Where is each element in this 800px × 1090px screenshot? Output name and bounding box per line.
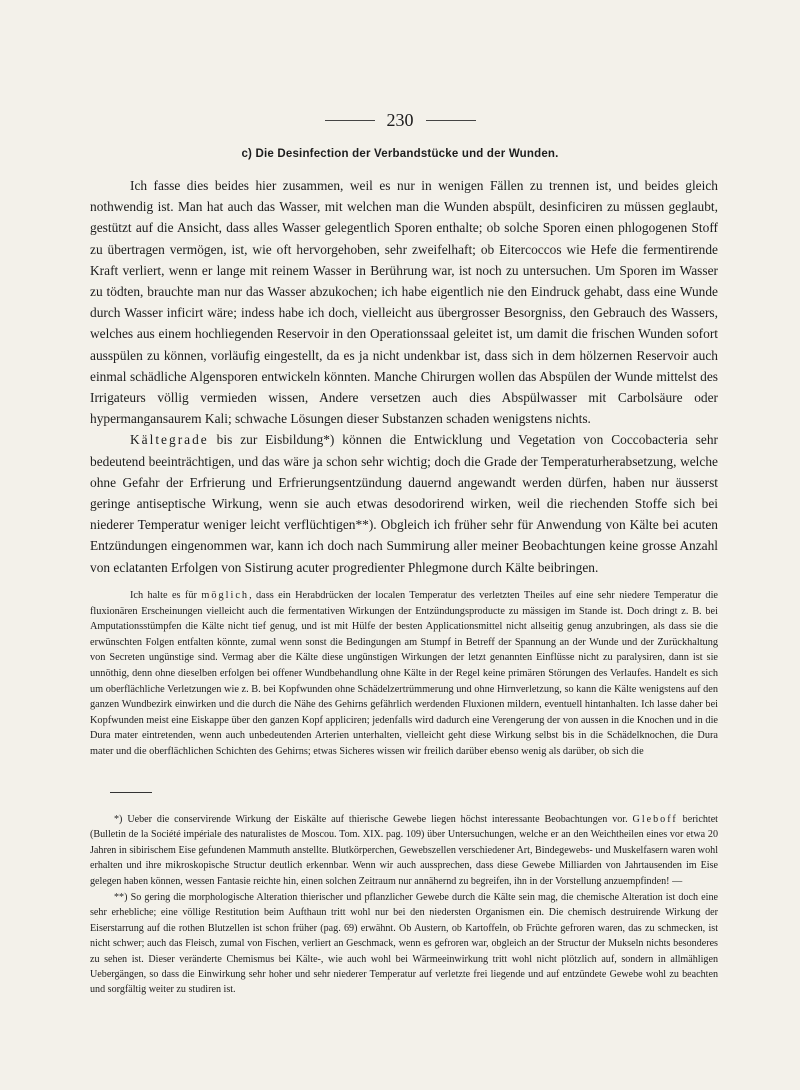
small-paragraph-text: , dass ein Herabdrücken der localen Temperatur des verletzten Theiles auf eine sehr niedere Temperatur die fluxionären Erscheinungen vielleicht auch die fermentativen Wirkungen der Entzündungsproducte zu mässigen im Stande ist. Doch dringt z. B. bei Amputationsstümpfen die Kälte nicht tief genug, und ist mit Hülfe der besten Applicationsmittel nicht allseitig genug anzubringen, als dass sie die erwünschten Folgen entfalten könnte, zumal wenn sonst die Bedingungen am Stumpf in Betreff der Spannung an der Wunde und der Zurückhaltung von Secreten ungünstige sind. Vermag aber die Kälte diese ungünstigen Wirkungen der letzt genannten Einflüsse nicht zu paralysiren, dann ist sie unnöthig, denn ohne dieselben erfolgen bei offener Wundbehandlung ohne Kälte in der Regel keine primären Störungen des Verlaufes. Handelt es sich um oberflächliche Verletzungen wie z. B. bei Kopfwunden ohne Schädelzertrümmerung und ohne Hirnverletzung, so kann die Kälte wenigstens auf den ganzen Wundbezirk einwirken und die durch die Nähe des Gehirns gefährlich werdenden Fluxionen mildern, eventuell hintanhalten. Ich lasse daher bei Kopfwunden meist eine Eiskappe über den ganzen Kopf appliciren; jedenfalls wird dadurch eine Verengerung der von aussen in die Knochen und in die Dura mater eintretenden, wenn auch unbedeutenden Arterien unterhalten, vielleicht geht diese Wirkung selbst bis in die Schädelknochen, die Dura mater und die oberflächlichen Schichten des Gehirns; etwas Sicheres wissen wir freilich darüber ebenso wenig als darüber, ob sich die	[90, 590, 718, 757]
page-number: 230	[386, 110, 414, 130]
paragraph-2-text: bis zur Eisbildung*) können die Entwicklung und Vegetation von Coccobacteria sehr bedeutend beeinträchtigen, und das wäre ja schon sehr wichtig; doch die Grade der Temperaturherabsetzung, welche ohne Gefahr der Erfrierung und Erfrierungsentzündung dauernd angewandt werden dürfen, haben nur äusserst geringe antiseptische Wirkung, wenn sie auch etwas desodorirend wirken, weil die riechenden Stoffe sich bei niederer Temperatur weniger leicht verflüchtigen**). Obgleich ich früher sehr für Anwendung von Kälte bei acuten Entzündungen eingenommen war, kann ich doch nach Summirung aller meiner Beobachtungen keine grosse Anzahl von eclatanten Erfolgen von Sistirung acuter progredienter Phlegmone durch Kälte beibringen.	[90, 432, 718, 575]
footnote-1-author: Gleboff	[632, 814, 678, 825]
page-header	[0, 110, 800, 131]
main-body	[90, 175, 718, 578]
paragraph-1: Ich fasse dies beides hier zusammen, weil es nur in wenigen Fällen zu trennen ist, und beides gleich nothwendig ist. Man hat auch das Wasser, mit welchen man die Wunden abspült, desinficiren zu müssen geglaubt, gestützt auf die Ansicht, dass alles Wasser gelegentlich Sporen enthalte; ob solche Sporen einen phlogogenen Stoff zu übertragen vermögen, ist, wie oft hervorgehoben, sehr zweifelhaft; ob Eitercoccos wie Hefe die fermentirende Kraft verliert, wenn er lange mit reinem Wasser in Berührung war, ist noch zu untersuchen. Um Sporen im Wasser zu tödten, brauchte man nur das Wasser abzukochen; ich habe eigentlich nie den Eindruck gehabt, dass eine Wunde durch Wasser inficirt wäre; indess habe ich doch, vielleicht aus übergrosser Besorgniss, den Gebrauch des Wassers, welches aus einem hochliegenden Reservoir in den Operationssaal geleitet ist, um damit die frischen Wunden sofort ausspülen zu können, vorläufig eingestellt, da es ja nicht undenkbar ist, dass sich in dem hölzernen Reservoir auch einmal schädliche Algensporen entwickeln könnten. Manche Chirurgen wollen das Abspülen der Wunde mittelst des Irrigateurs völlig vermieden wissen, Andere versetzen auch dies Abspülwasser mit Carbolsäure oder hypermangansaurem Kali; schwache Lösungen dieser Substanzen schaden wenigstens nichts.	[90, 178, 718, 427]
footnote-1	[90, 812, 718, 889]
footnote-1-rest: berichtet (Bulletin de la Société impériale des naturalistes de Moscou. Tom. XIX. pag. 109) über Untersuchungen, welche er an den Weichtheilen eines vor etwa 20 Jahren in sibirischem Eise gefundenen Mammuth anstellte. Blutkörperchen, Gewebszellen verschiedener Art, Bindegewebs- und Muskelfasern waren wohl erhalten und ihre mikroskopische Structur deutlich erkennbar. Wenn wir auch aussprechen, dass diese Gewebe Milliarden von Jahrtausenden im Eise gelegen haben können, wessen Fantasie reichte hin, einen solchen Zeitraum nur annähernd zu begreifen, ihn in der Vorstellung anzuempfinden! —	[90, 814, 718, 887]
small-paragraph	[90, 588, 718, 760]
small-paragraph-prefix: Ich halte es für	[130, 590, 202, 601]
small-paragraph-spaced: möglich	[201, 590, 250, 601]
footnote-2: **) So gering die morphologische Alteration thierischer und pflanzlicher Gewebe durch die Kälte sein mag, die chemische Alteration ist doch eine sehr erhebliche; eine völlige Restitution beim Aufthaun tritt wohl nur bei den niedersten Organismen ein. Die chemisch destruirende Wirkung der Eiserstarrung auf die rothen Blutzellen ist schon früher (pag. 69) erwähnt. Ob Austern, ob Kartoffeln, ob Früchte gefroren waren, das zu schmecken, ist nicht schwer; auch das Fleisch, zumal von Fischen, verliert an Geschmack, wenn es gefroren war, obgleich an der Structur der Mukseln nichts besonderes zu sehen ist. Dieser veränderte Chemismus bei Kälte-, wie auch wohl bei Wärmeeinwirkung tritt wohl nicht plötzlich auf, sondern in allmähligen Uebergängen, so dass die Einwirkung sehr hoher und sehr niederer Temperatur auf verletzte frei liegende und auf entzündete Gewebe wohl zu beachten und sorgfältig weiter zu studiren ist.	[90, 892, 718, 996]
small-print-paragraph	[90, 588, 718, 760]
section-title: c) Die Desinfection der Verbandstücke und der Wunden.	[241, 148, 559, 160]
footnote-1-text: *) Ueber die conservirende Wirkung der Eiskälte auf thierische Gewebe liegen höchst interessante Beobachtungen vor.	[114, 814, 633, 825]
footnote-separator	[110, 792, 152, 793]
header-rule-left	[325, 120, 375, 121]
paragraph-2-lead: Kältegrade	[130, 432, 209, 448]
header-rule-right	[426, 120, 476, 121]
footnotes	[90, 812, 718, 999]
paragraph-2	[90, 429, 718, 577]
